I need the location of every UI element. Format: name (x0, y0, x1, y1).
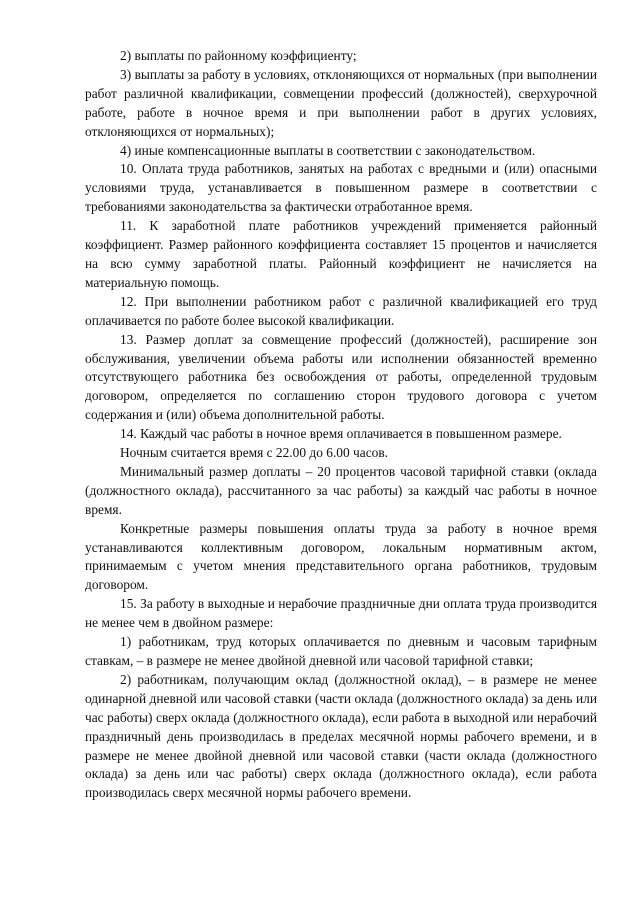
paragraph-item-4-other-compensations: 4) иные компенсационные выплаты в соответствии с законодательством. (120, 142, 536, 158)
paragraph-clause-12: 12. При выполнении работником работ с различной квалификацией его труд оплачивается по работе более высокой квалификации. (85, 293, 597, 328)
paragraph-item-3-deviating-conditions: 3) выплаты за работу в условиях, отклоняющихся от нормальных (при выполнении работ различной квалификации, совмещении профессий (должностей), сверхурочной работе, работе в ночное время и при выполнении работ в других условиях, отклоняющихся от нормальных); (85, 66, 597, 139)
paragraph-night-time-definition: Ночным считается время с 22.00 до 6.00 часов. (120, 445, 389, 461)
paragraph-clause-14: 14. Каждый час работы в ночное время оплачивается в повышенном размере. (120, 426, 562, 442)
paragraph-clause-15-item-1: 1) работникам, труд которых оплачивается по дневным и часовым тарифным ставкам, – в размере не менее двойной дневной или часовой тарифной ставки; (85, 634, 597, 668)
paragraph-minimum-night-bonus: Минимальный размер доплаты – 20 процентов часовой тарифной ставки (оклада (должностного оклада), рассчитанного за час работы) за каждый час работы в ночное время. (85, 463, 597, 517)
document-body (85, 47, 597, 803)
paragraph-night-pay-specifics: Конкретные размеры повышения оплаты труда за работу в ночное время устанавливаются коллективным договором, локальным нормативным актом, принимаемым с учетом мнения представительного органа работников, трудовым договором. (85, 520, 597, 593)
paragraph-clause-10: 10. Оплата труда работников, занятых на работах с вредными и (или) опасными условиями труда, устанавливается в повышенном размере в соответствии с требованиями законодательства за фактически отработанное время. (85, 161, 597, 215)
paragraph-clause-13: 13. Размер доплат за совмещение профессий (должностей), расширение зон обслуживания, увеличении объема работы или исполнении обязанностей временно отсутствующего работника без освобождения от работы, определенной трудовым договором, определяется по соглашению сторон трудового договора с учетом содержания и (или) объема дополнительной работы. (85, 331, 597, 423)
paragraph-item-2-district-coefficient: 2) выплаты по районному коэффициенту; (120, 48, 357, 63)
paragraph-clause-11: 11. К заработной плате работников учреждений применяется районный коэффициент. Размер районного коэффициента составляет 15 процентов и начисляется на всю сумму заработной платы. Районный коэффициент не начисляется на материальную помощь. (85, 218, 597, 290)
paragraph-clause-15-item-2: 2) работникам, получающим оклад (должностной оклад), – в размере не менее одинарной дневной или часовой ставки (части оклада (должностного оклада) за день или час работы) сверх оклада (должностного оклада), если работа в выходной или нерабочий праздничный день производилась в пределах месячной нормы рабочего времени, и в размере не менее двойной дневной или часовой ставки (части оклада (должностного оклада) за день или час работы) сверх оклада (должностного оклада), если работа производилась сверх месячной нормы рабочего времени. (85, 671, 597, 801)
paragraph-clause-15: 15. За работу в выходные и нерабочие праздничные дни оплата труда производится не менее чем в двойном размере: (85, 596, 597, 631)
